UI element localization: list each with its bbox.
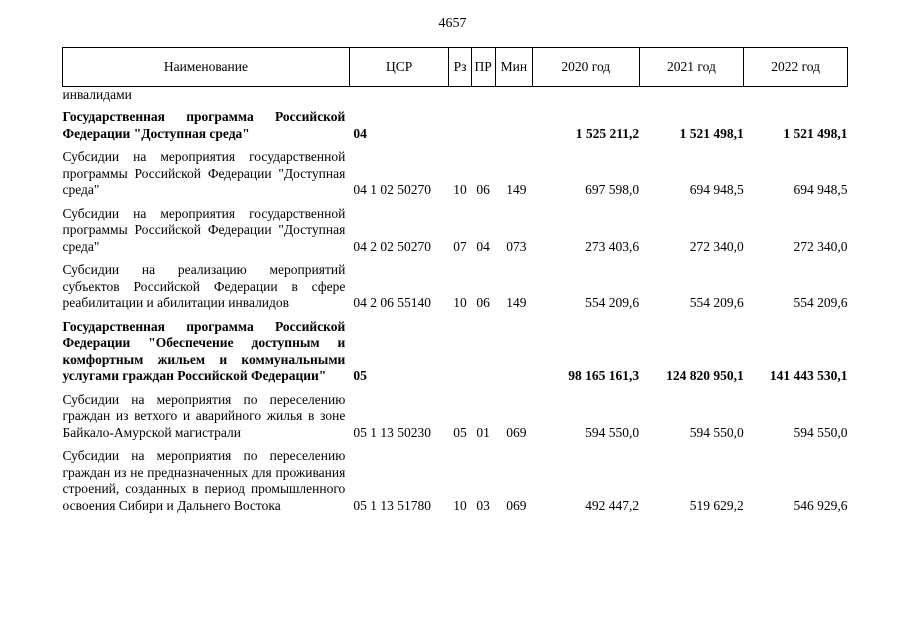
row-pr: 04	[476, 238, 490, 254]
row-2022: 272 340,0	[793, 238, 848, 254]
header-name: Наименование	[63, 48, 350, 87]
row-2020: 492 447,2	[585, 497, 640, 513]
row-2022: 1 521 498,1	[783, 125, 848, 141]
row-2022: 694 948,5	[793, 182, 848, 197]
row-csr: 05 1 13 51780	[353, 497, 431, 513]
table-body	[63, 87, 848, 515]
header-rz: Рз	[449, 48, 471, 87]
row-2022: 546 929,6	[793, 497, 848, 513]
row-min: 149	[506, 182, 527, 197]
row-min: 073	[506, 238, 527, 254]
table-row	[63, 149, 848, 199]
header-pr: ПР	[471, 48, 495, 87]
row-name: Субсидии на реализацию мероприятий субъектов Российской Федерации в сфере реабилитации и абилитации инвалидов	[62, 262, 346, 310]
row-min	[495, 109, 532, 142]
row-csr: 04	[353, 125, 367, 141]
header-2022: 2022 год	[744, 48, 848, 87]
row-min	[495, 319, 532, 385]
header-csr: ЦСР	[349, 48, 449, 87]
header-2021: 2021 год	[639, 48, 744, 87]
row-2022: 554 209,6	[793, 295, 848, 310]
row-2020: 1 525 211,2	[575, 125, 640, 141]
table-row	[63, 109, 848, 142]
row-pr: 06	[476, 182, 490, 197]
continuation-row	[63, 87, 848, 103]
row-pr: 01	[476, 424, 490, 440]
row-rz: 10	[453, 295, 467, 310]
row-min: 149	[506, 295, 527, 310]
row-2021: 554 209,6	[689, 295, 744, 310]
row-name: Субсидии на мероприятия государственной программы Российской Федерации "Доступная среда"	[62, 149, 346, 197]
row-2021: 124 820 950,1	[666, 368, 744, 383]
row-rz: 07	[453, 238, 467, 254]
row-rz: 10	[453, 182, 467, 197]
row-2022: 141 443 530,1	[769, 368, 848, 383]
budget-table	[62, 47, 848, 514]
row-pr: 03	[476, 497, 490, 513]
row-name: Субсидии на мероприятия по переселению граждан из не предназначенных для проживания строений, созданных в период промышленного освоения Сибири и Дальнего Востока	[62, 448, 346, 513]
table-header	[63, 48, 848, 87]
row-2022: 594 550,0	[793, 424, 848, 440]
row-2021: 1 521 498,1	[679, 125, 744, 141]
row-rz: 10	[453, 497, 467, 513]
row-name: Субсидии на мероприятия по переселению граждан из ветхого и аварийного жилья в зоне Байкало-Амурской магистрали	[62, 391, 346, 440]
table-row	[63, 392, 848, 442]
row-2021: 272 340,0	[689, 238, 744, 254]
row-pr	[471, 319, 495, 385]
row-2021: 519 629,2	[689, 497, 744, 513]
row-name: Государственная программа Российской Федерации "Обеспечение доступным и комфортным жильем и коммунальными услугами граждан Российской Федерации"	[62, 318, 346, 383]
row-csr: 04 1 02 50270	[353, 182, 431, 197]
table-row	[63, 319, 848, 385]
row-csr: 04 2 02 50270	[353, 238, 431, 254]
row-2021: 594 550,0	[689, 424, 744, 440]
row-2020: 554 209,6	[585, 295, 640, 310]
row-2020: 697 598,0	[585, 182, 640, 197]
row-csr: 05 1 13 50230	[353, 424, 431, 440]
row-rz: 05	[453, 424, 467, 440]
row-2020: 273 403,6	[585, 238, 640, 254]
row-rz	[449, 109, 471, 142]
row-min: 069	[506, 424, 527, 440]
header-2020: 2020 год	[532, 48, 639, 87]
table-row	[63, 206, 848, 256]
row-pr: 06	[476, 295, 490, 310]
row-rz	[449, 319, 471, 385]
row-min: 069	[506, 497, 527, 513]
row-pr	[471, 109, 495, 142]
row-csr: 04 2 06 55140	[353, 295, 431, 310]
row-name: Государственная программа Российской Федерации "Доступная среда"	[62, 109, 346, 141]
page-number: 4657	[438, 16, 467, 31]
row-2020: 594 550,0	[585, 424, 640, 440]
table-row	[63, 262, 848, 312]
row-2021: 694 948,5	[689, 182, 744, 197]
row-2020: 98 165 161,3	[568, 368, 640, 383]
row-name: Субсидии на мероприятия государственной программы Российской Федерации "Доступная среда"	[62, 205, 346, 254]
row-csr: 05	[353, 368, 367, 383]
continuation-text: инвалидами	[62, 87, 132, 102]
table-row	[63, 448, 848, 514]
header-min: Мин	[495, 48, 532, 87]
